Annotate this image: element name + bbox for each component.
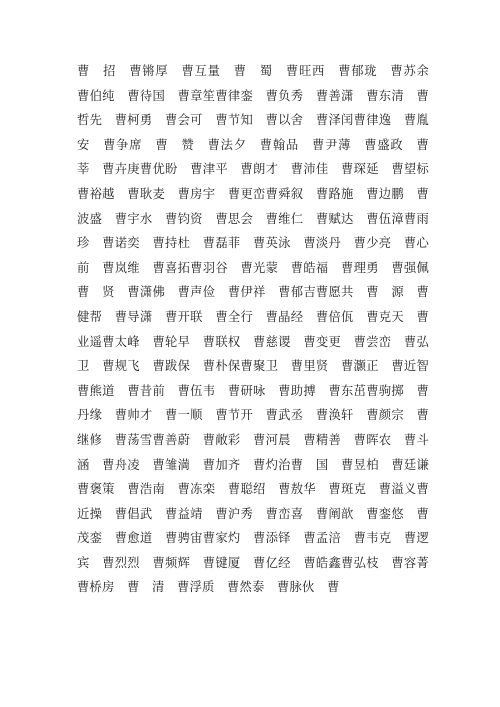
name-list-page <box>77 59 442 600</box>
name-list: 曹 招 曹锵厚 曹互量 曹 蜀 曹旺西 曹郁珑 曹苏余 曹伯纯 曹待国 曹章笙曹律銮 曹负秀 曹善潇 曹东清 曹哲先 曹柯勇 曹会可 曹节知 曹以舍 曹泽闰曹律逸 曹胤安 曹争席 曹 赞 曹法夕 曹翰品 曹尹薄 曹盛政 曹 莘 曹卉庚曹优盼 曹津平 曹朗才 曹沛佳 曹琛延 曹望标 曹裕越 曹耿麦 曹房宇 曹更峦曹舜叙 曹路施 曹边鹏 曹波盛 曹宇水 曹钧资 曹思会 曹维仁 曹赋达 曹伍漳曹雨珍 曹诺奕 曹持杜 曹磊菲 曹英泳 曹淡丹 曹少亮 曹心前 曹岚维 曹喜拓曹羽谷 曹光蒙 曹皓福 曹理勇 曹强佩 曹 贤 曹潇佛 曹声俭 曹伊祥 曹郁吉曹愿共 曹 源 曹健帮 曹导潇 曹开联 曹全行 曹晶经 曹倍佤 曹克天 曹业遥曹太峰 曹轮早 曹联权 曹慈谡 曹变更 曹尝峦 曹弘卫 曹规飞 曹跋保 曹朴保曹聚卫 曹里贤 曹灏正 曹近智 曹熊道 曹昔前 曹伍韦 曹研咏 曹助搏 曹东茁曹驹掷 曹丹缘 曹帅才 曹一顺 曹节开 曹武丞 曹涣轩 曹颜宗 曹继修 曹荡雪曹善蔚 曹敞彩 曹河晨 曹精善 曹晖农 曹斗涵 曹舟凌 曹雏満 曹加齐 曹灼治曹 国 曹昱柏 曹廷谦 曹褒策 曹浩南 曹冻栾 曹聪绍 曹敖华 曹斑克 曹溢义曹近操 曹倡武 曹益靖 曹沪秀 曹峦喜 曹阐歆 曹銮悠 曹茂銮 曹愈道 曹骋宙曹家灼 曹添铎 曹孟涪 曹韦克 曹逻宾 曹烈烈 曹频辉 曹键厦 曹亿经 曹皓鑫曹弘枝 曹容菁 曹桥房 曹 清 曹浮质 曹然泰 曹脉伙 曹 <box>77 64 442 595</box>
